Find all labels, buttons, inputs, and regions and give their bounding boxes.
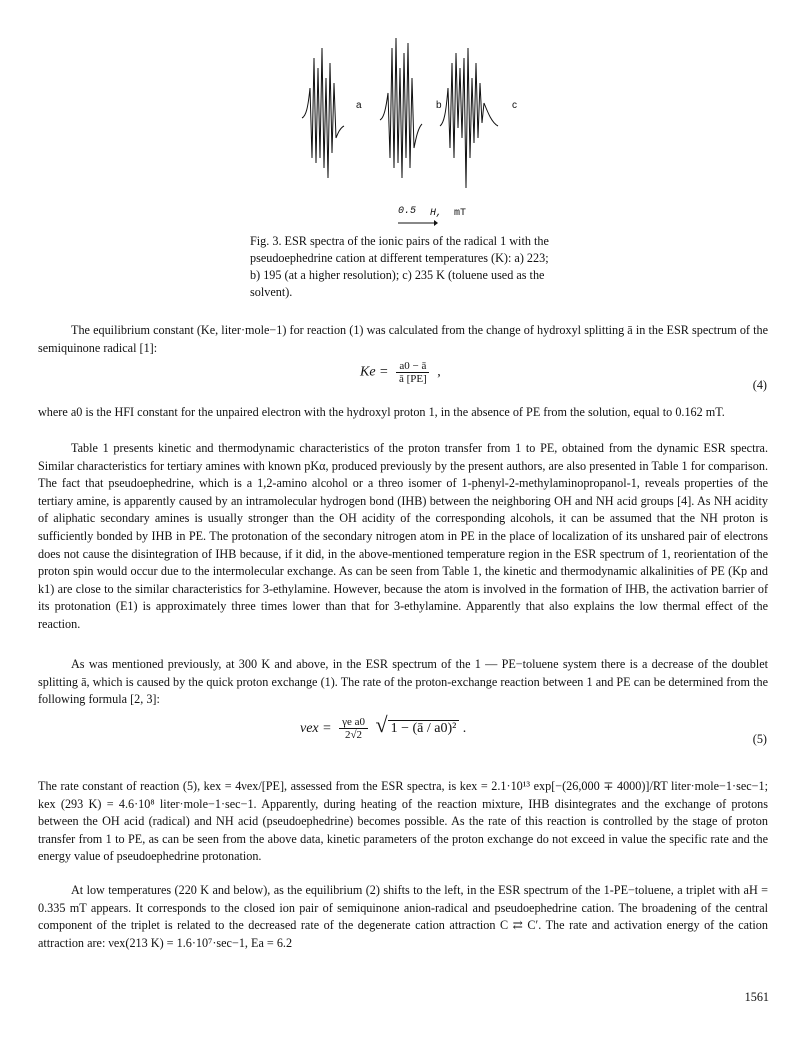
paragraph-1: The equilibrium constant (Ke, liter·mole−1) for reaction (1) was calculated from the change of hydroxyl splitting ā in the ESR spectrum of the semiquinone radical [1]: xyxy=(38,323,768,355)
equation-4 xyxy=(360,360,441,385)
spectrum-label-a: a xyxy=(356,100,362,111)
scale-arrow xyxy=(398,220,438,226)
page-number: 1561 xyxy=(744,990,769,1004)
paragraph-4: As was mentioned previously, at 300 K and above, in the ESR spectrum of the 1 — PE−toluene system there is a decrease of the doublet splitting ā, which is caused by the quick proton exchange (1). The rate of the proton-exchange reaction between 1 and PE can be determined from the following formula [2, 3]: xyxy=(38,657,768,707)
paragraph-2: where a0 is the HFI constant for the unpaired electron with the hydroxyl proton 1, in the absence of PE from the solution, equal to 0.162 mT. xyxy=(38,405,725,419)
eq5-tail: . xyxy=(462,721,467,736)
scale-unit: mT xyxy=(454,208,467,219)
paragraph-3: Table 1 presents kinetic and thermodynamic characteristics of the proton transfer from 1 to PE, obtained from the dynamic ESR spectra. Similar characteristics for tertiary amines with known pKα, produced previously by the present authors, are also presented in Table 1 for comparison. The fact that pseudoephedrine, which is a 1,2-amino alcohol or a threo isomer of 1-phenyl-2-methylaminopropanol-1, reveals properties of the tertiary amine, is apparently caused by an intramolecular hydrogen bond (IHB) between the neighboring OH and NH acid groups [4]. As NH acidity of aliphatic secondary amines is usually stronger than the OH acidity of the corresponding alcohols, it can be assumed that the NH proton is sufficiently bonded by IHB in PE. The protonation of the secondary nitrogen atom in PE in the place of localization of its unshared pair of electrons does not cause the disintegration of IHB because, if it did, in the above-mentioned temperature region in the ESR spectrum of 1, reorientation of the proton spin would occur due to the intermolecular exchange. As can be seen from Table 1, the kinetic and thermodynamic alkalinities of PE (Kp and k1) are close to the similar characteristics for 3-ethylamine. However, because the atom is involved in the formation of IHB, the activation barrier of its protonation (E1) is approximately three times lower than that for 3-ethylamine. Apparently that also explains the low thermal effect of the reaction. xyxy=(38,441,768,631)
spectrum-b xyxy=(380,38,422,178)
spectrum-label-b: b xyxy=(436,100,442,111)
spectrum-label-c: c xyxy=(512,100,517,111)
eq4-lhs: Ke = xyxy=(360,364,389,380)
eq5-fraction xyxy=(339,716,368,741)
spectrum-a xyxy=(302,48,344,178)
spectrum-c xyxy=(440,48,498,188)
eq4-numerator: a0 − ā xyxy=(396,360,429,373)
equation-5 xyxy=(300,712,466,741)
eq5-numerator: γe a0 xyxy=(339,716,368,729)
eq5-sqrt-sign: √ xyxy=(375,712,388,737)
eq5-radicand: 1 − (ā / a0)² xyxy=(388,720,460,736)
equation-4-number: (4) xyxy=(752,378,767,392)
eq5-lhs: νex = xyxy=(300,721,332,736)
scale-bar xyxy=(398,206,548,226)
eq5-denominator: 2√2 xyxy=(345,729,363,742)
paragraph-5: The rate constant of reaction (5), kex = 4νex/[PE], assessed from the ESR spectra, is kex = 2.1·10¹³ exp[−(26,000 ∓ 4000)]/RT liter·mole−1·sec−1; kex (293 K) = 4.6·10⁸ liter·mole−1·sec−1. Apparently, during heating of the reaction mixture, IHB disintegrates and the exchange of protons between the OH acid (radical) and NH acid (pseudoephedrine) becomes possible. As the rate of this reaction is controlled by the stage of proton transfer from 1 to PE, as can be seen from the above data, kinetic parameters of the proton exchange do not exceed in value the specific rate and the energy value of pseudoephedrine protonation. xyxy=(38,779,768,864)
eq4-tail: , xyxy=(437,364,441,380)
eq4-denominator: ā [PE] xyxy=(399,373,427,385)
scale-field: H, xyxy=(430,208,443,219)
eq4-fraction xyxy=(396,360,430,385)
esr-spectra-figure xyxy=(280,8,540,228)
figure-caption: Fig. 3. ESR spectra of the ionic pairs of the radical 1 with the pseudoephedrine cation at different temperatures (K): a) 223; b) 195 (at a higher resolution); c) 235 K (toluene used as the solvent). xyxy=(250,234,549,299)
paragraph-6: At low temperatures (220 K and below), as the equilibrium (2) shifts to the left, in the ESR spectrum of the 1-PE−toluene, a triplet with aH = 0.335 mT appears. It corresponds to the closed ion pair of semiquinone anion-radical and pseudoephedrine cation. The broadening of the central component of the triplet is related to the decreased rate of the degenerate cation attraction C ⇄ C′. The rate and activation energy of the cation attraction are: νex(213 K) = 1.6·10⁷·sec−1, Ea = 6.2 xyxy=(38,883,768,950)
equation-5-number: (5) xyxy=(752,732,767,746)
scale-value: 0.5 xyxy=(398,206,417,217)
esr-spectra-plot xyxy=(280,8,540,208)
